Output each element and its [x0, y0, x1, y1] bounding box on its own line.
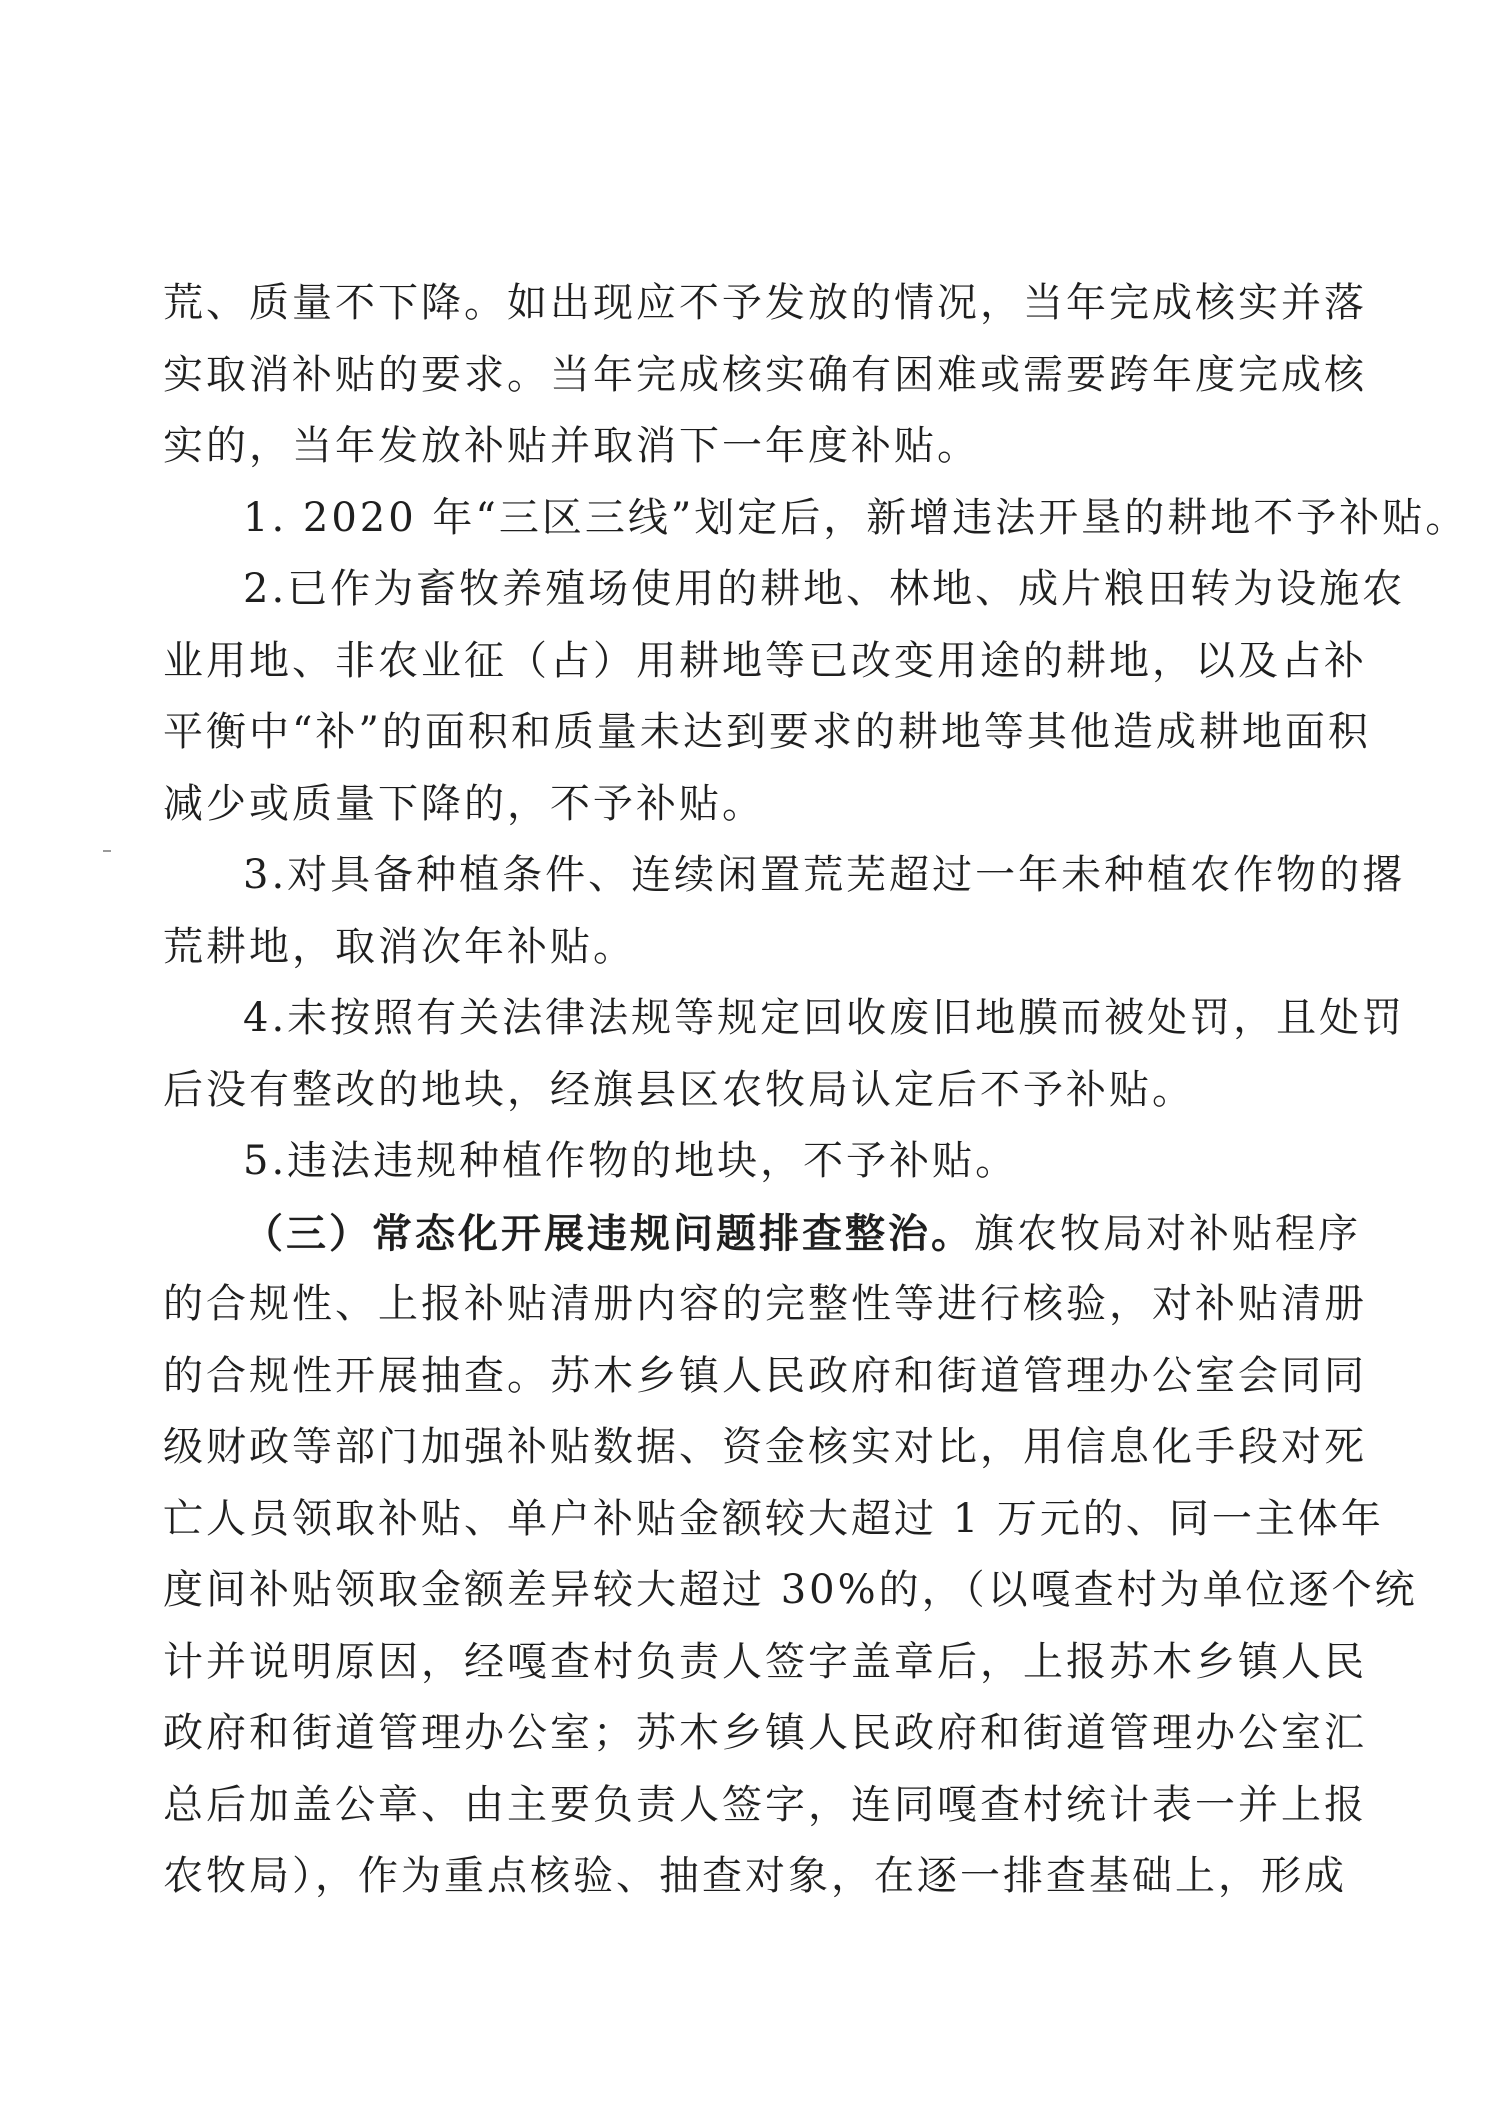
text-line — [163, 1841, 1347, 1913]
text-line — [163, 912, 1293, 984]
section-heading: （三）常态化开展违规问题排查整治。 — [243, 1209, 974, 1257]
text-line — [163, 1627, 1367, 1699]
line-text: 度间补贴领取金额差异较大超过 30%的，（以嘎查村为单位逐个统 — [163, 1567, 1418, 1613]
text-line — [163, 268, 1367, 340]
line-text: 荒、质量不下降。如出现应不予发放的情况，当年完成核实并落 — [163, 280, 1367, 326]
text-line — [163, 1269, 1367, 1341]
text-line — [163, 1198, 1361, 1270]
text-line — [163, 340, 1367, 412]
text-line — [163, 769, 1293, 841]
text-line — [163, 1484, 1384, 1556]
line-text: 政府和街道管理办公室；苏木乡镇人民政府和街道管理办公室汇 — [163, 1710, 1367, 1756]
line-text: 减少或质量下降的，不予补贴。 — [163, 780, 765, 827]
text-line — [163, 1412, 1367, 1484]
body-text — [163, 268, 1469, 1913]
line-text: 总后加盖公章、由主要负责人签字，连同嘎查村统计表一并上报 — [163, 1781, 1367, 1828]
text-line — [163, 1341, 1367, 1413]
line-text: 业用地、非农业征（占）用耕地等已改变用途的耕地，以及占补 — [163, 637, 1367, 684]
line-text: 级财政等部门加强补贴数据、资金核实对比，用信息化手段对死 — [163, 1424, 1367, 1470]
line-text: 实的，当年发放补贴并取消下一年度补贴。 — [163, 423, 980, 469]
line-text: 2.已作为畜牧养殖场使用的耕地、林地、成片粮田转为设施农 — [243, 566, 1406, 612]
line-text: 5.违法违规种植作物的地块，不予补贴。 — [243, 1138, 1019, 1184]
text-line — [163, 840, 1406, 912]
line-text: 3.对具备种植条件、连续闲置荒芜超过一年未种植农作物的撂 — [243, 852, 1406, 898]
text-line — [163, 554, 1406, 626]
text-line — [163, 1055, 1293, 1127]
line-text: 后没有整改的地块，经旗县区农牧局认定后不予补贴。 — [163, 1066, 1195, 1113]
line-text: 亡人员领取补贴、单户补贴金额较大超过 1 万元的、同一主体年 — [163, 1495, 1384, 1542]
text-line — [163, 983, 1406, 1055]
line-text: 旗农牧局对补贴程序 — [974, 1210, 1361, 1257]
text-line — [163, 483, 1469, 555]
text-line — [163, 1126, 1293, 1198]
text-line — [163, 697, 1371, 769]
line-text: 荒耕地，取消次年补贴。 — [163, 923, 636, 970]
line-text: 1. 2020 年“三区三线”划定后，新增违法开垦的耕地不予补贴。 — [243, 494, 1469, 541]
line-text: 实取消补贴的要求。当年完成核实确有困难或需要跨年度完成核 — [163, 351, 1367, 398]
line-text: 的合规性开展抽查。苏木乡镇人民政府和街道管理办公室会同同 — [163, 1352, 1367, 1399]
text-line — [163, 1698, 1367, 1770]
text-line — [163, 626, 1367, 698]
line-text: 计并说明原因，经嘎查村负责人签字盖章后，上报苏木乡镇人民 — [163, 1638, 1367, 1685]
text-line — [163, 1555, 1418, 1627]
text-line — [163, 411, 1293, 483]
line-text: 4.未按照有关法律法规等规定回收废旧地膜而被处罚，且处罚 — [243, 995, 1406, 1041]
line-text: 平衡中“补”的面积和质量未达到要求的耕地等其他造成耕地面积 — [163, 709, 1371, 755]
line-text: 农牧局），作为重点核验、抽查对象，在逐一排查基础上，形成 — [163, 1853, 1347, 1899]
line-text: 的合规性、上报补贴清册内容的完整性等进行核验，对补贴清册 — [163, 1281, 1367, 1327]
scan-mark — [103, 850, 111, 852]
text-line — [163, 1770, 1367, 1842]
